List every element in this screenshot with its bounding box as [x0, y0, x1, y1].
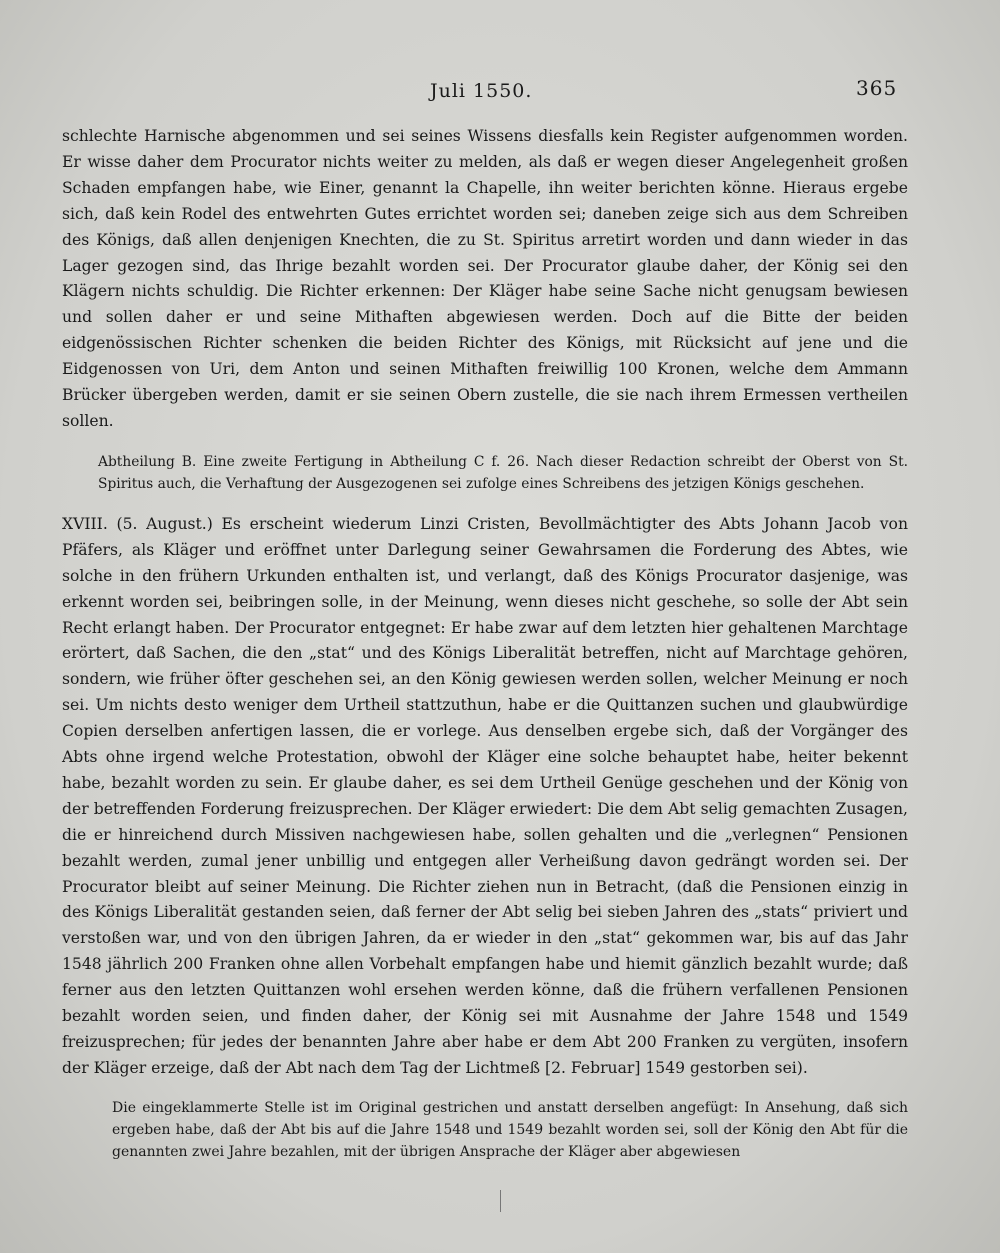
section-xviii: XVIII. (5. August.) Es erscheint wiederum Linzi Cristen, Bevollmächtigter des Abts Johann Jacob von Pfäfers, als Kläger und eröffnet unter Darlegung seiner Gewahrsamen die Forderung des Abtes, wie solche in den frühern Urkunden enthalten ist, und verlangt, daß des Königs Procurator dasjenige, was erkennt worden sei, beibringen solle, in der Meinung, wenn dieses nicht geschehe, so solle der Abt sein Recht erlangt haben. Der Procurator entgegnet: Er habe zwar auf dem letzten hier gehaltenen Marchtage erörtert, daß Sachen, die den „stat“ und des Königs Liberalität betreffen, nicht auf Marchtage gehören, sondern, wie früher öfter geschehen sei, an den König gewiesen werden sollen, welcher Meinung er noch sei. Um nichts desto weniger dem Urtheil stattzuthun, habe er die Quittanzen suchen und glaubwürdige Copien derselben anfertigen lassen, die er vorlege. Aus denselben ergebe sich, daß der Vorgänger des Abts ohne irgend welche Protestation, obwohl der Kläger eine solche behauptet habe, heiter bekennt habe, bezahlt worden zu sein. Er glaube daher, es sei dem Urtheil Genüge geschehen und der König von der betreffenden Forderung freizusprechen. Der Kläger erwiedert: Die dem Abt selig gemachten Zusagen, die er hinreichend durch Missiven nachgewiesen habe, sollen gehalten und die „verlegnen“ Pensionen bezahlt werden, zumal jener unbillig und entgegen aller Verheißung davon gedrängt worden sei. Der Procurator bleibt auf seiner Meinung. Die Richter ziehen nun in Betracht, (daß die Pensionen einzig in des Königs Liberalität gestanden seien, daß ferner der Abt selig bei sieben Jahren des „stats“ priviert und verstoßen war, und von den übrigen Jahren, da er wieder in den „stat“ gekommen war, bis auf das Jahr 1548 jährlich 200 Franken ohne allen Vorbehalt empfangen habe und hiemit gänzlich bezahlt wurde; daß ferner aus den letzten Quittanzen wohl ersehen werden könne, daß die frühern verfallenen Pensionen bezahlt worden seien, und finden daher, der König sei mit Ausnahme der Jahre 1548 und 1549 freizusprechen; für jedes der benannten Jahre aber habe er dem Abt 200 Franken zu vergüten, insofern der Kläger erzeige, daß der Abt nach dem Tag der Lichtmeß [2. Februar] 1549 gestorben sei). — [62, 514, 908, 1077]
footnote-text: Die eingeklammerte Stelle ist im Original gestrichen und anstatt derselben angefügt: In Ansehung, daß sich ergeben habe, daß der Abt bis auf die Jahre 1548 und 1549 bezahlt worden sei, soll der König den Abt für die genannten zwei Jahre bezahlen, mit der übrigen Ansprache der Kläger aber abgewiesen — [112, 1100, 908, 1161]
paragraph-continuation: schlechte Harnische abgenommen und sei seines Wissens diesfalls kein Register aufgenommen worden. Er wisse daher dem Procurator nichts weiter zu melden, als daß er wegen dieser Angelegenheit großen Schaden empfangen habe, wie Einer, genannt la Chapelle, ihn weiter berichten könne. Hieraus ergebe sich, daß kein Rodel des entwehrten Gutes errichtet worden sei; daneben zeige sich aus dem Schreiben des Königs, daß allen denjenigen Knechten, die zu St. Spiritus arretirt worden und dann wieder in das Lager gezogen sind, das Ihrige bezahlt worden sei. Der Procurator glaube daher, der König sei den Klägern nichts schuldig. Die Richter erkennen: Der Kläger habe seine Sache nicht genugsam bewiesen und sollen daher er und seine Mithaften abgewiesen werden. Doch auf die Bitte der beiden eidgenössischen Richter schenken die beiden Richter des Königs, mit Rücksicht auf jene und die Eidgenossen von Uri, dem Anton und seinen Mithaften freiwillig 100 Kronen, welche dem Ammann Brücker übergeben werden, damit er sie seinen Obern zustelle, die sie nach ihrem Ermessen vertheilen sollen. — [62, 127, 908, 430]
note-abtheilung: Abtheilung B. Eine zweite Fertigung in Abtheilung C f. 26. Nach dieser Redaction schreibt der Oberst von St. Spiritus auch, die Verhaftung der Ausgezogenen sei zufolge eines Schreibens des jetzigen Königs geschehen. — [98, 453, 908, 493]
page-number: 365 — [856, 76, 898, 100]
footnote — [112, 1096, 908, 1164]
running-header: Juli 1550. — [430, 80, 533, 102]
page-mark — [500, 1190, 501, 1212]
main-text — [62, 124, 908, 1082]
